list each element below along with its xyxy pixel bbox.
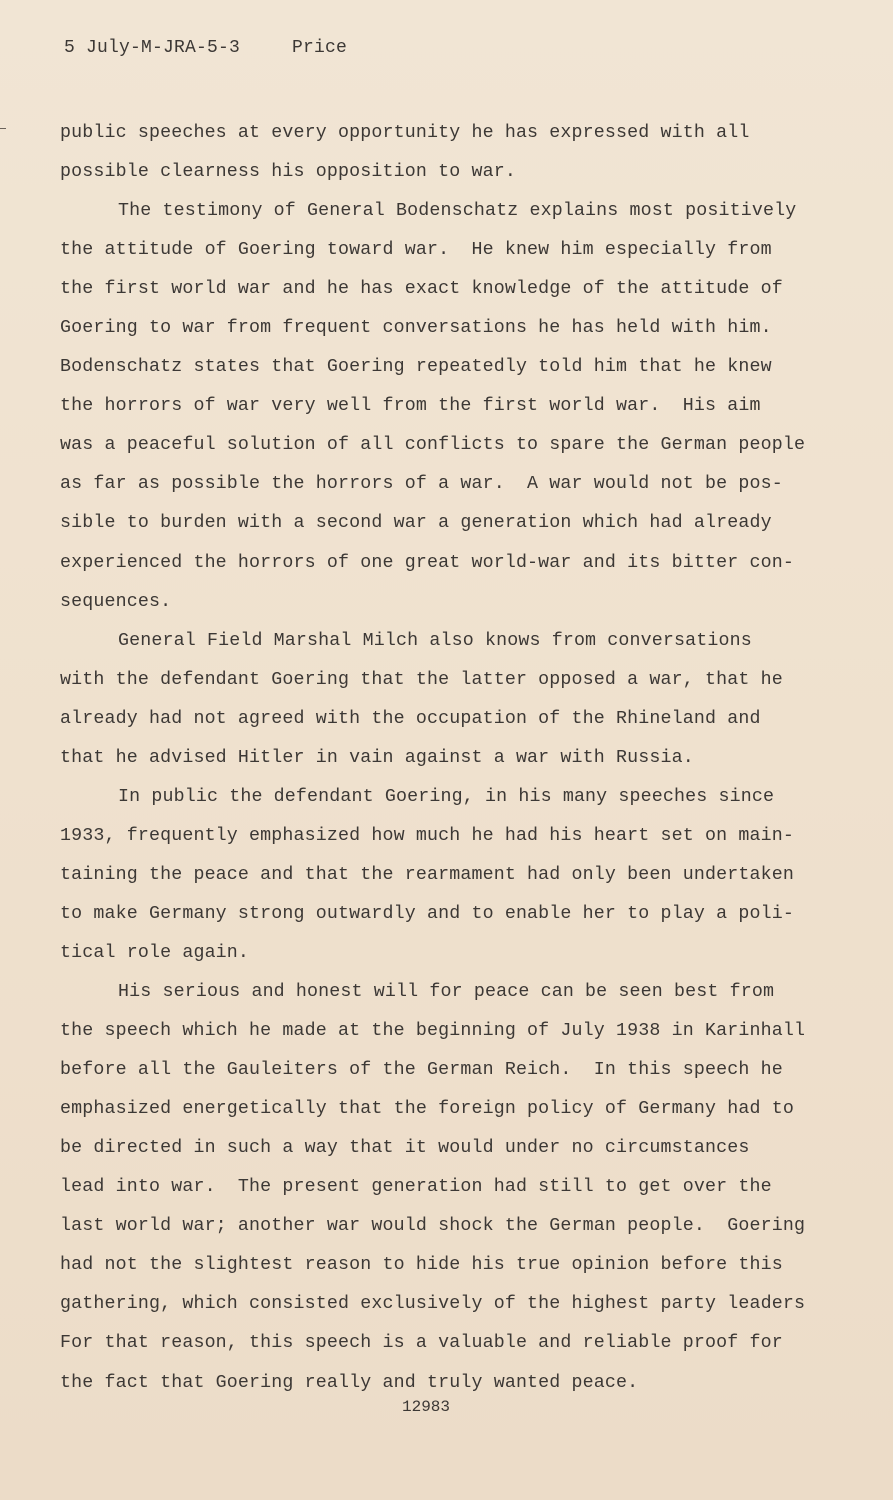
paragraph xyxy=(60,192,850,622)
text-line: was a peaceful solution of all conflicts to spare the German people xyxy=(60,435,806,456)
text-line: the first world war and he has exact knowledge of the attitude of xyxy=(60,279,783,300)
text-line: possible clearness his opposition to war. xyxy=(60,162,516,183)
text-line: as far as possible the horrors of a war. A war would not be pos- xyxy=(60,474,783,495)
text-line: the horrors of war very well from the first world war. His aim xyxy=(60,396,761,417)
text-line: The testimony of General Bodenschatz explains most positively xyxy=(118,201,797,222)
text-line: taining the peace and that the rearmament had only been undertaken xyxy=(60,864,794,885)
text-line: Goering to war from frequent conversations he has held with him. xyxy=(60,318,772,339)
text-line: the fact that Goering really and truly wanted peace. xyxy=(60,1372,639,1393)
text-line: tical role again. xyxy=(60,942,250,963)
text-line: emphasized energetically that the foreign policy of Germany had to xyxy=(60,1099,794,1120)
text-line: last world war; another war would shock the German people. Goering xyxy=(60,1216,806,1237)
text-line: with the defendant Goering that the latter opposed a war, that he xyxy=(60,669,783,690)
text-line: that he advised Hitler in vain against a war with Russia. xyxy=(60,747,694,768)
paragraph xyxy=(60,778,850,973)
page-header xyxy=(64,38,347,58)
page-number: 12983 xyxy=(402,1398,451,1416)
document-reference: 5 July-M-JRA-5-3 xyxy=(64,38,241,58)
paragraph xyxy=(60,973,850,1403)
text-line: before all the Gauleiters of the German Reich. In this speech he xyxy=(60,1060,783,1081)
text-line: the speech which he made at the beginning of July 1938 in Karinhall xyxy=(60,1021,806,1042)
paragraph xyxy=(60,622,850,778)
text-line: already had not agreed with the occupation of the Rhineland and xyxy=(60,708,761,729)
text-line: sequences. xyxy=(60,591,172,612)
text-line: be directed in such a way that it would under no circumstances xyxy=(60,1138,750,1159)
text-line: experienced the horrors of one great world-war and its bitter con- xyxy=(60,552,794,573)
author-name: Price xyxy=(292,38,348,58)
text-line: 1933, frequently emphasized how much he had his heart set on main- xyxy=(60,825,794,846)
text-line: sible to burden with a second war a generation which had already xyxy=(60,513,772,534)
margin-mark xyxy=(0,128,6,129)
text-line: gathering, which consisted exclusively of the highest party leaders xyxy=(60,1294,806,1315)
text-line: His serious and honest will for peace can be seen best from xyxy=(118,982,775,1003)
paragraph xyxy=(60,114,850,192)
text-line: lead into war. The present generation had still to get over the xyxy=(60,1177,772,1198)
text-line: In public the defendant Goering, in his many speeches since xyxy=(118,786,775,807)
text-line: to make Germany strong outwardly and to enable her to play a poli- xyxy=(60,903,794,924)
text-line: For that reason, this speech is a valuable and reliable proof for xyxy=(60,1333,783,1354)
text-line: General Field Marshal Milch also knows from conversations xyxy=(118,630,752,651)
document-body xyxy=(60,114,850,1403)
text-line: Bodenschatz states that Goering repeatedly told him that he knew xyxy=(60,357,772,378)
text-line: had not the slightest reason to hide his true opinion before this xyxy=(60,1255,783,1276)
text-line: public speeches at every opportunity he has expressed with all xyxy=(60,123,750,143)
text-line: the attitude of Goering toward war. He knew him especially from xyxy=(60,240,772,261)
